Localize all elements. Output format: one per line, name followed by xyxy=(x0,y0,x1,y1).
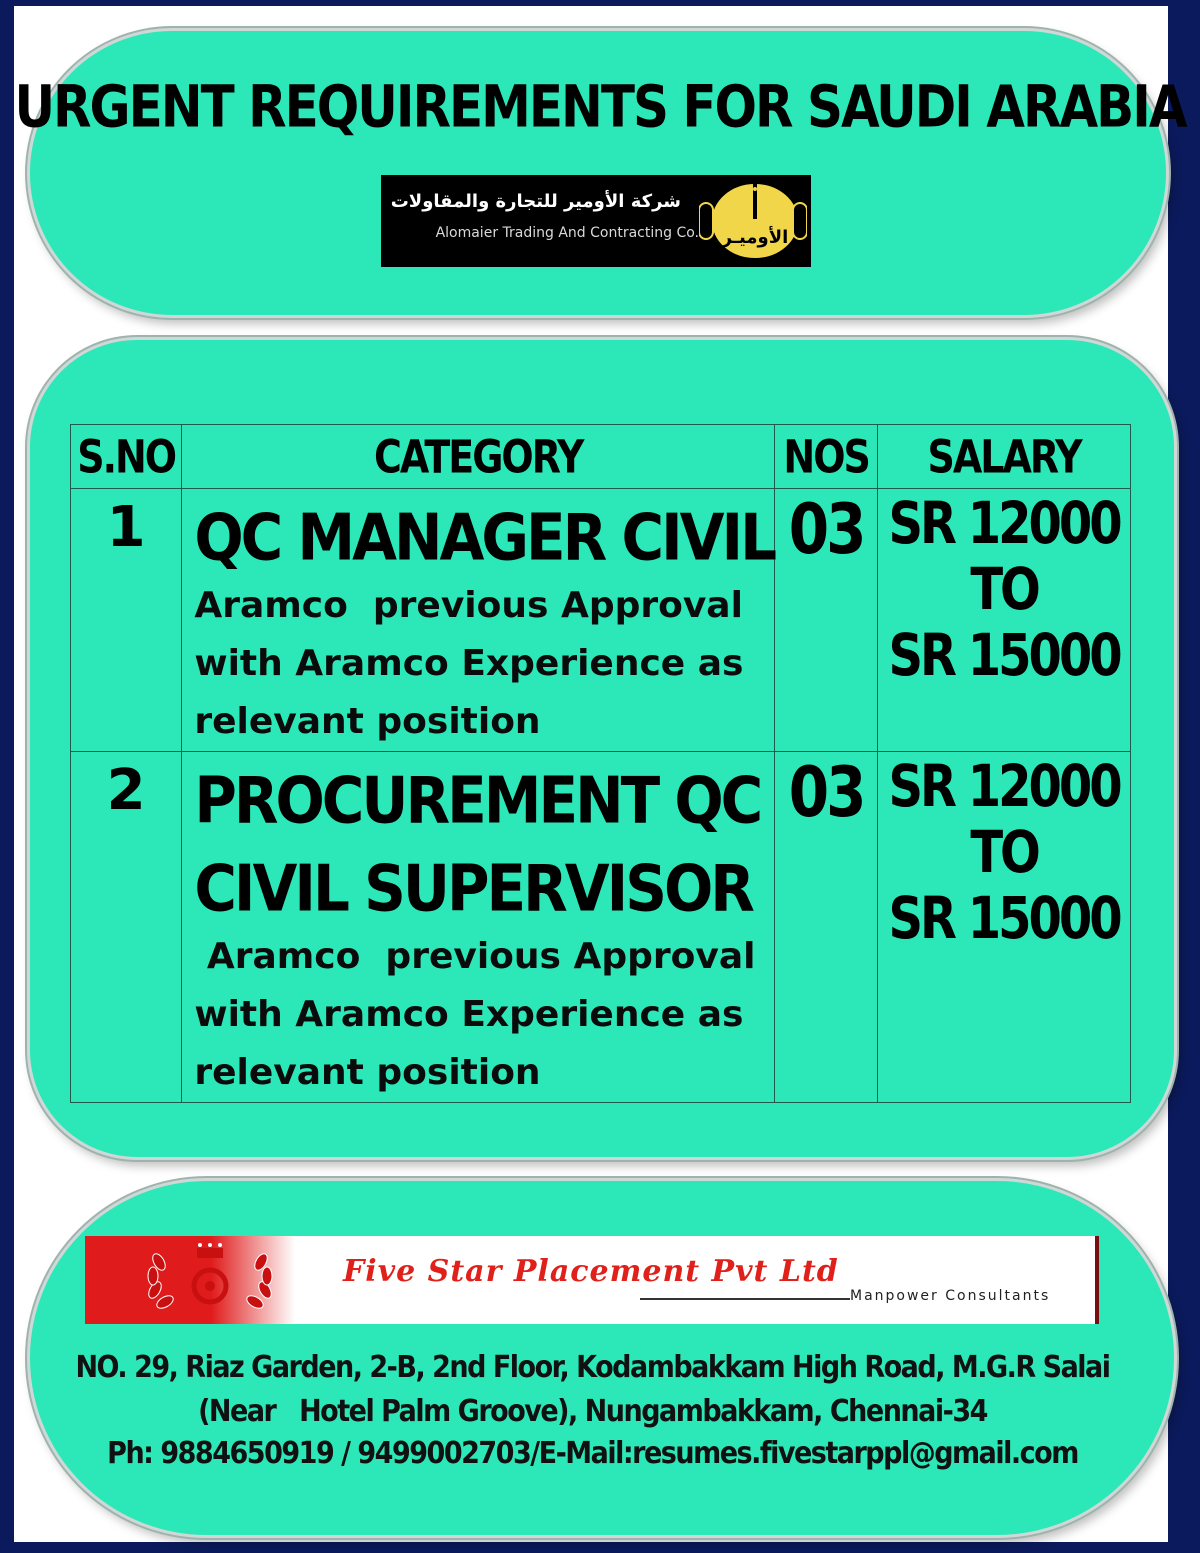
job-description-line: relevant position xyxy=(194,701,541,742)
job-description xyxy=(182,577,774,751)
job-description-line: Aramco previous Approval xyxy=(194,936,756,977)
job-title: QC MANAGER CIVIL xyxy=(194,500,775,575)
banner-divider xyxy=(640,1298,850,1300)
agency-address-line: NO. 29, Riaz Garden, 2-B, 2nd Floor, Kodambakkam High Road, M.G.R Salai xyxy=(75,1350,1110,1385)
header-panel xyxy=(27,28,1169,318)
agency-contact-line: Ph: 9884650919 / 9499002703/E-Mail:resumes.fivestarppl@gmail.com xyxy=(107,1436,1078,1471)
salary-max: SR 15000 xyxy=(888,622,1120,690)
table-header-row xyxy=(71,425,1131,489)
job-description-line: with Aramco Experience as xyxy=(194,643,744,684)
job-description-line: relevant position xyxy=(194,1052,541,1093)
client-emblem-icon xyxy=(699,179,807,263)
client-logo xyxy=(381,175,811,267)
salary-to: TO xyxy=(970,556,1038,624)
job-description xyxy=(182,928,774,1102)
salary-min: SR 12000 xyxy=(888,753,1120,821)
row-sno: 1 xyxy=(71,489,182,752)
job-description-line: Aramco previous Approval xyxy=(194,585,743,626)
row-salary xyxy=(878,489,1131,752)
salary-max: SR 15000 xyxy=(888,885,1120,953)
header-sno: S.NO xyxy=(71,425,182,489)
row-nos: 03 xyxy=(775,489,878,752)
client-logo-english-text: Alomaier Trading And Contracting Co. xyxy=(435,225,699,241)
job-title: CIVIL SUPERVISOR xyxy=(194,851,752,926)
row-nos: 03 xyxy=(775,752,878,1103)
row-category xyxy=(182,489,775,752)
table-row xyxy=(71,752,1131,1103)
table-row xyxy=(71,489,1131,752)
svg-text:الأوميـر: الأوميـر xyxy=(721,227,789,248)
client-logo-arabic-text: شركة الأومير للتجارة والمقاولات xyxy=(390,191,681,212)
agency-address-line: (Near Hotel Palm Groove), Nungambakkam, Chennai-34 xyxy=(198,1394,987,1429)
salary-to: TO xyxy=(970,819,1038,887)
salary-min: SR 12000 xyxy=(888,490,1120,558)
header-category: CATEGORY xyxy=(182,425,775,489)
header-salary: SALARY xyxy=(878,425,1131,489)
laurel-crown-icon xyxy=(125,1240,295,1320)
row-sno: 2 xyxy=(71,752,182,1103)
row-salary xyxy=(878,752,1131,1103)
agency-name: Five Star Placement Pvt Ltd xyxy=(343,1254,839,1289)
agency-banner xyxy=(85,1236,1099,1324)
header-nos: NOS xyxy=(775,425,878,489)
requirements-table xyxy=(70,424,1131,1103)
page-title: URGENT REQUIREMENTS FOR SAUDI ARABIA xyxy=(14,73,1186,141)
job-title: PROCUREMENT QC xyxy=(194,763,761,838)
row-category xyxy=(182,752,775,1103)
agency-tagline: Manpower Consultants xyxy=(850,1288,1051,1304)
job-description-line: with Aramco Experience as xyxy=(194,994,744,1035)
